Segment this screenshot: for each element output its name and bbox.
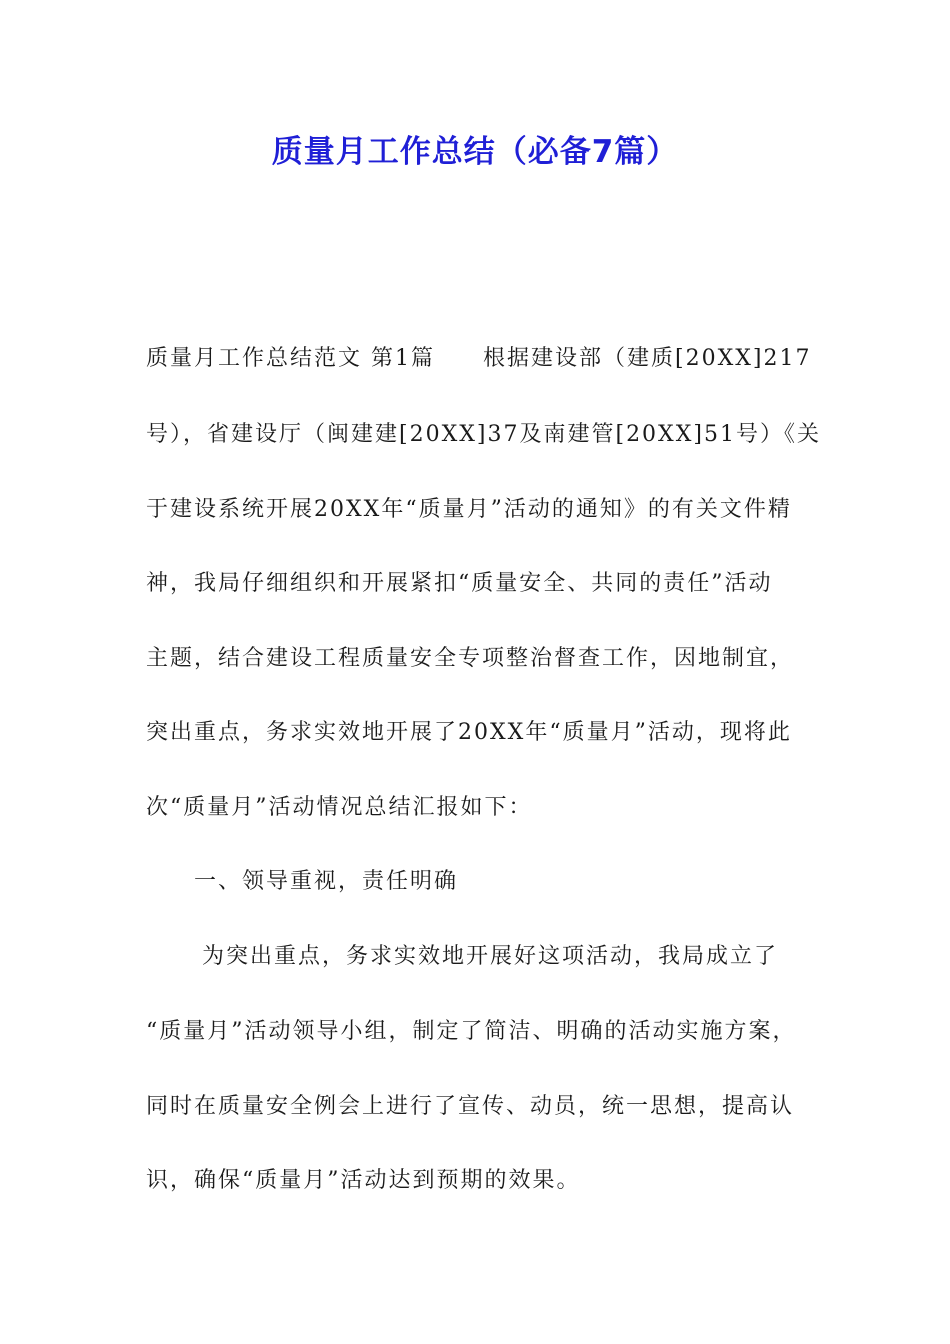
paragraph-line: 识，确保“质量月”活动达到预期的效果。 bbox=[146, 1168, 581, 1193]
paragraph-line-text: 根据建设部（建质[20XX]217 bbox=[483, 346, 812, 371]
section-heading: 一、领导重视，责任明确 bbox=[194, 869, 459, 894]
paragraph-line: 为突出重点，务求实效地开展好这项活动，我局成立了 bbox=[202, 944, 779, 969]
paragraph-line: 神，我局仔细组织和开展紧扣“质量安全、共同的责任”活动 bbox=[146, 571, 773, 596]
document-title: 质量月工作总结（必备7篇） bbox=[271, 134, 679, 170]
paragraph-line: 突出重点，务求实效地开展了20XX年“质量月”活动，现将此 bbox=[146, 720, 792, 745]
paragraph-line: 主题，结合建设工程质量安全专项整治督查工作，因地制宜， bbox=[146, 646, 795, 671]
intro-label: 质量月工作总结范文 第1篇 bbox=[146, 346, 435, 371]
paragraph-line bbox=[146, 342, 826, 376]
paragraph-line: 于建设系统开展20XX年“质量月”活动的通知》的有关文件精 bbox=[146, 497, 792, 522]
paragraph-line: 次“质量月”活动情况总结汇报如下： bbox=[146, 795, 533, 820]
paragraph-line: 同时在质量安全例会上进行了宣传、动员，统一思想，提高认 bbox=[146, 1094, 795, 1119]
paragraph-line: “质量月”活动领导小组，制定了简洁、明确的活动实施方案， bbox=[146, 1019, 797, 1044]
paragraph-line: 号），省建设厅（闽建建[20XX]37及南建管[20XX]51号）《关 bbox=[146, 422, 821, 447]
